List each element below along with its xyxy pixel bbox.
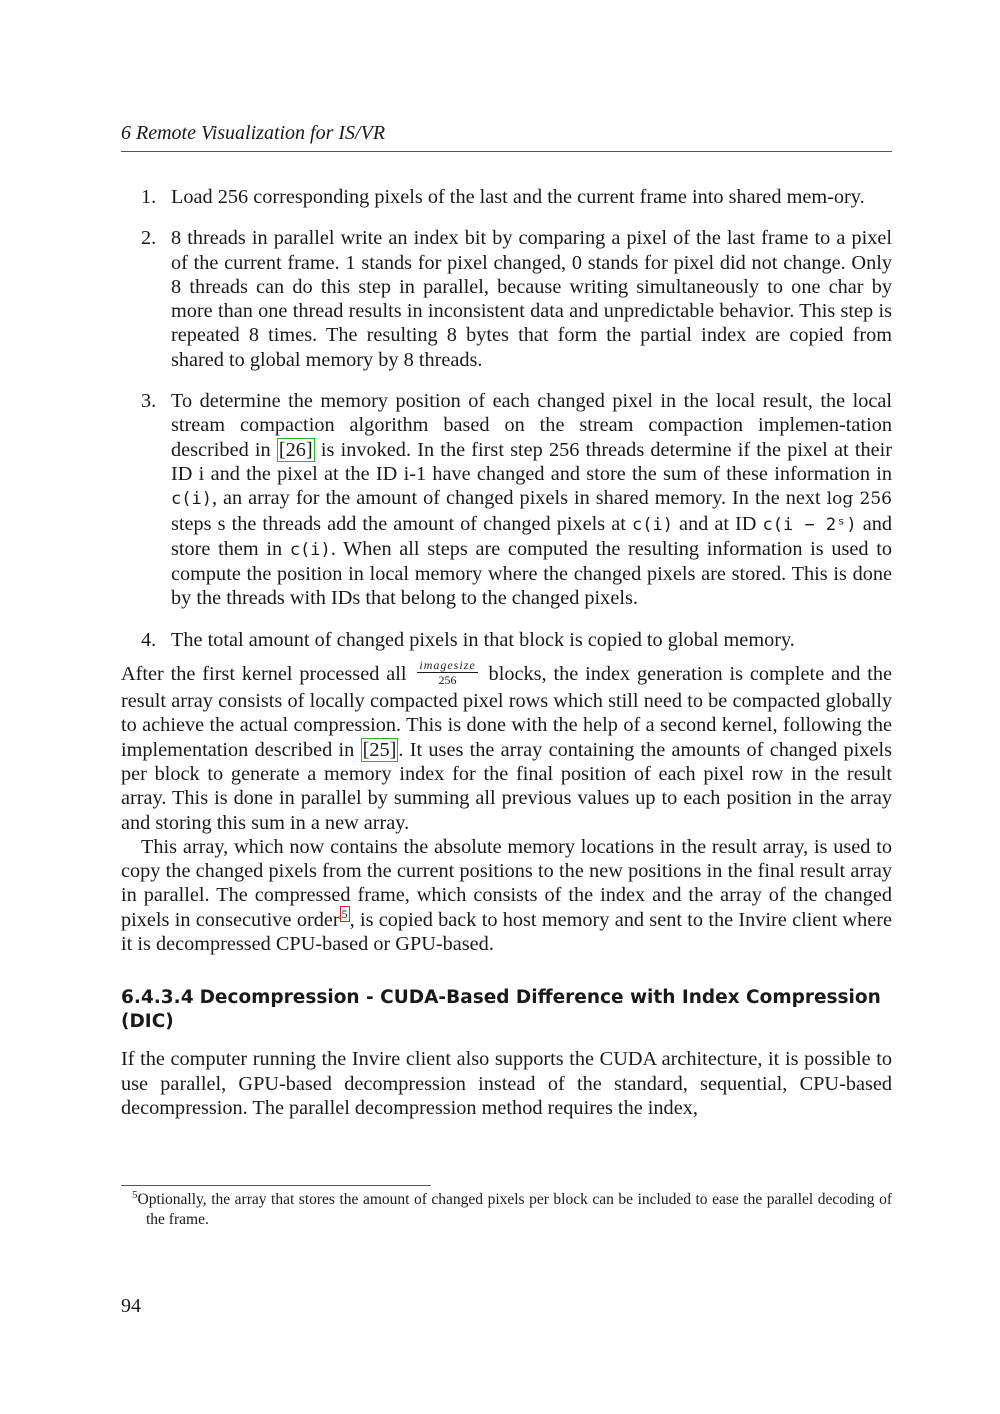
numbered-list — [121, 185, 892, 652]
list-number: 1. — [141, 186, 157, 208]
list-item-text: Load 256 corresponding pixels of the last and the current frame into shared mem-ory. — [171, 186, 865, 208]
math-term: log 256 — [826, 489, 892, 510]
code-term: c(i) — [171, 489, 212, 510]
list-number: 3. — [141, 390, 157, 413]
citation-link-25[interactable]: [25] — [362, 738, 397, 761]
paragraph-text: blocks, the index generation is complete and the result array consists of locally compacted pixel rows which still need to be compacted globally to achieve the actual compression. This is done with the help of a second kernel, following the implementation described in — [121, 663, 892, 761]
fraction-denominator: 256 — [438, 673, 457, 688]
list-item-text: and store them in — [171, 512, 892, 560]
section-number: 6.4.3.4 — [121, 987, 194, 1009]
footnote — [121, 1190, 892, 1230]
code-term: c(i) — [631, 514, 673, 535]
code-term: c(i − 2ˢ) — [762, 514, 857, 535]
list-item — [121, 389, 892, 611]
paragraph-text: After the first kernel processed all — [121, 663, 414, 686]
paragraph: If the computer running the Invire client also supports the CUDA architecture, it is possible to use parallel, GPU-based decompression instead of the standard, sequential, CPU-based decompression. The parallel decompression method requires the index, — [121, 1048, 892, 1119]
section-title: Decompression - CUDA-Based Difference with Index Compression (DIC) — [121, 987, 881, 1033]
list-item-text: . When all steps are computed the resulting information is used to compute the position in local memory where the changed pixels are stored. This is done by the threads with IDs that belong to the changed pixels. — [171, 537, 892, 610]
list-item-text: and at ID — [672, 512, 763, 535]
list-item-text: , an array for the amount of changed pixels in shared memory. In the next — [211, 487, 827, 510]
list-item — [121, 628, 892, 652]
section-heading — [121, 986, 892, 1034]
list-item-text: 8 threads in parallel write an index bit by comparing a pixel of the last frame to a pixel of the current frame. 1 stands for pixel changed, 0 stands for pixel did not change. Only 8 threads can do this step in parallel, because writing simultaneously to one char by more than one thread results in inconsistent data and unpredictable behavior. This step is repeated 8 times. The resulting 8 bytes that form the partial index are copied from shared to global memory by 8 threads. — [171, 227, 892, 371]
running-head: 6 Remote Visualization for IS/VR — [121, 121, 892, 152]
list-item-text: To determine the memory position of each changed pixel in the local result, the local stream compaction algorithm based on the stream compaction implemen-tation described in — [171, 390, 892, 461]
paragraph — [121, 658, 892, 835]
list-item — [121, 226, 892, 372]
paragraph-text: . It uses the array containing the amounts of changed pixels per block to generate a memory index for the final position of each pixel row in the result array. This is done in parallel by summing all previous values up to each position in the array and storing this sum in a new array. — [121, 738, 892, 834]
fraction — [417, 659, 477, 686]
footnote-link-5[interactable]: 5 — [341, 906, 348, 921]
list-item — [121, 185, 892, 209]
list-item-text: steps s the threads add the amount of changed pixels at — [171, 512, 632, 535]
footnote-rule — [121, 1185, 431, 1186]
list-item-text: The total amount of changed pixels in that block is copied to global memory. — [171, 628, 795, 651]
list-number: 2. — [141, 227, 157, 250]
footnote-text: Optionally, the array that stores the amount of changed pixels per block can be included to ease the parallel decoding of the frame. — [137, 1191, 892, 1228]
code-term: c(i) — [289, 539, 331, 560]
body-text — [121, 185, 892, 1120]
paragraph-text: This array, which now contains the absolute memory locations in the result array, is used to copy the changed pixels from the current positions to the new positions in the final result array in parallel. The compressed frame, which consists of the index and the array of the changed pixels in consecutive order — [121, 835, 892, 931]
footnote-mark: 5 — [132, 1188, 138, 1201]
paragraph — [121, 835, 892, 956]
list-item-text: is invoked. In the first step 256 threads determine if the pixel at their ID i and the pixel at the ID i-1 have changed and store the sum of these information in — [171, 438, 893, 485]
fraction-numerator: imagesize — [419, 658, 476, 673]
page-number: 94 — [121, 1295, 141, 1317]
list-number: 4. — [141, 628, 157, 651]
citation-link-26[interactable]: [26] — [278, 438, 313, 461]
paragraph-text: , is copied back to host memory and sent to the Invire client where it is decompressed CPU-based or GPU-based. — [121, 908, 892, 956]
